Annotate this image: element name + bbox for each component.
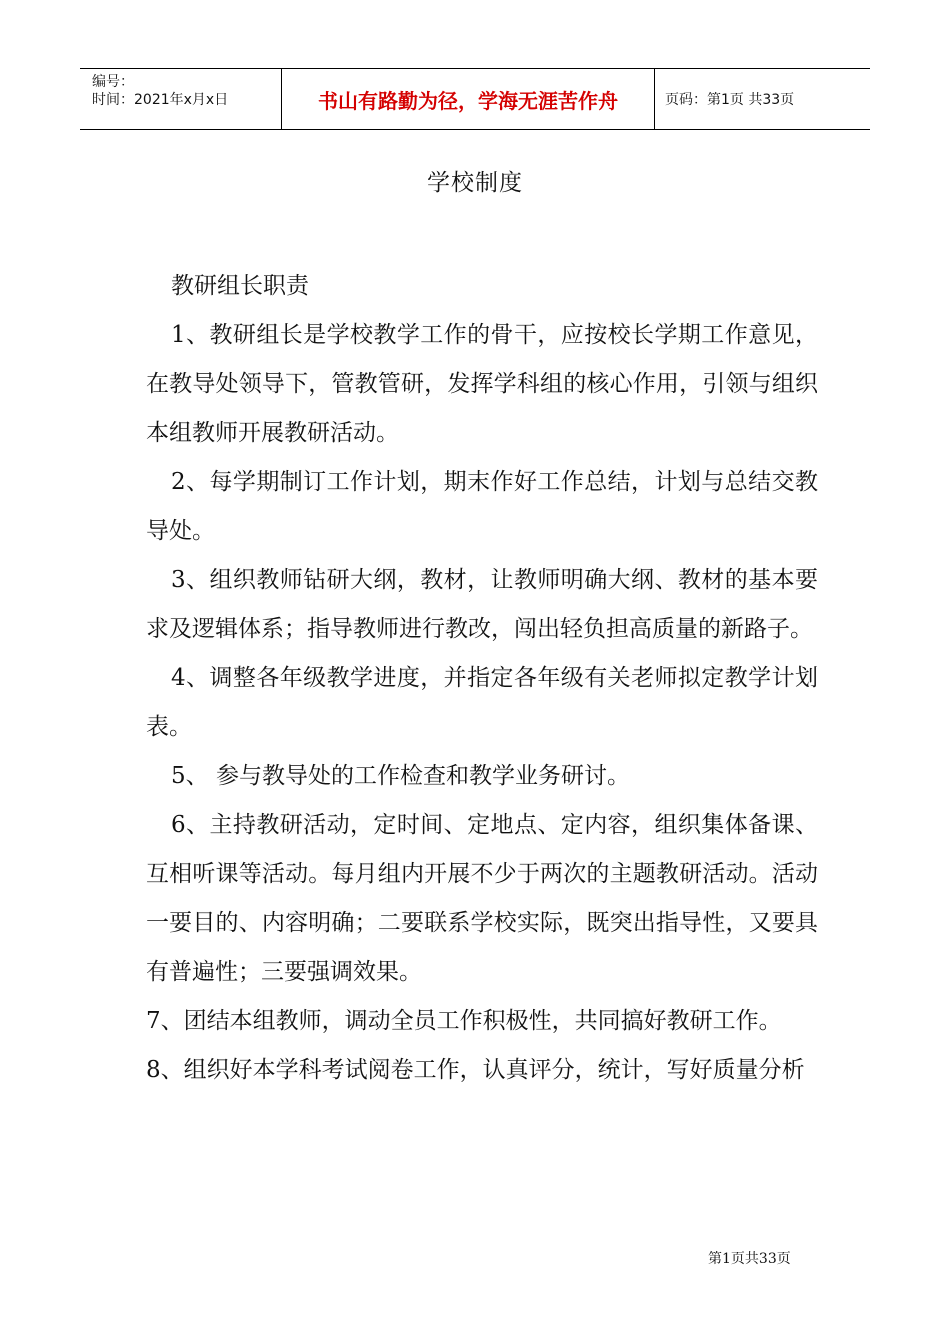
number-label: 编号： — [92, 74, 134, 90]
paragraph-2: 2、每学期制订工作计划，期末作好工作总结，计划与总结交教导处。 — [146, 469, 818, 544]
time-label: 时间：2021年x月x日 — [92, 92, 229, 108]
paragraph-6: 6、主持教研活动，定时间、定地点、定内容，组织集体备课、互相听课等活动。每月组内开展不少于两次的主题教研活动。活动一要目的、内容明确；二要联系学校实际，既突出指导性，又要具有普遍性；三要强调效果。 — [146, 812, 818, 985]
paragraph-5: 5、 参与教导处的工作检查和教学业务研讨。 — [171, 763, 630, 789]
page-header — [80, 68, 870, 130]
document-title: 学校制度 — [427, 170, 523, 196]
header-motto: 书山有路勤为径，学海无涯苦作舟 — [282, 69, 655, 129]
paragraph-8: 8、组织好本学科考试阅卷工作，认真评分，统计，写好质量分析 — [146, 1057, 805, 1083]
header-page-label: 页码：第1页 共33页 — [665, 92, 795, 108]
paragraph-4: 4、调整各年级教学进度，并指定各年级有关老师拟定教学计划表。 — [146, 665, 818, 740]
paragraph-1: 1、教研组长是学校教学工作的骨干，应按校长学期工作意见，在教导处领导下，管教管研，发挥学科组的核心作用，引领与组织本组教师开展教研活动。 — [146, 322, 818, 446]
page-footer: 第1页共33页 — [708, 1251, 791, 1267]
paragraph-7: 7、团结本组教师，调动全员工作积极性，共同搞好教研工作。 — [146, 1008, 782, 1034]
section-title: 教研组长职责 — [171, 273, 309, 299]
paragraph-3: 3、组织教师钻研大纲，教材，让教师明确大纲、教材的基本要求及逻辑体系；指导教师进行教改，闯出轻负担高质量的新路子。 — [146, 567, 818, 642]
header-meta — [80, 69, 282, 129]
document-body — [146, 262, 818, 1095]
